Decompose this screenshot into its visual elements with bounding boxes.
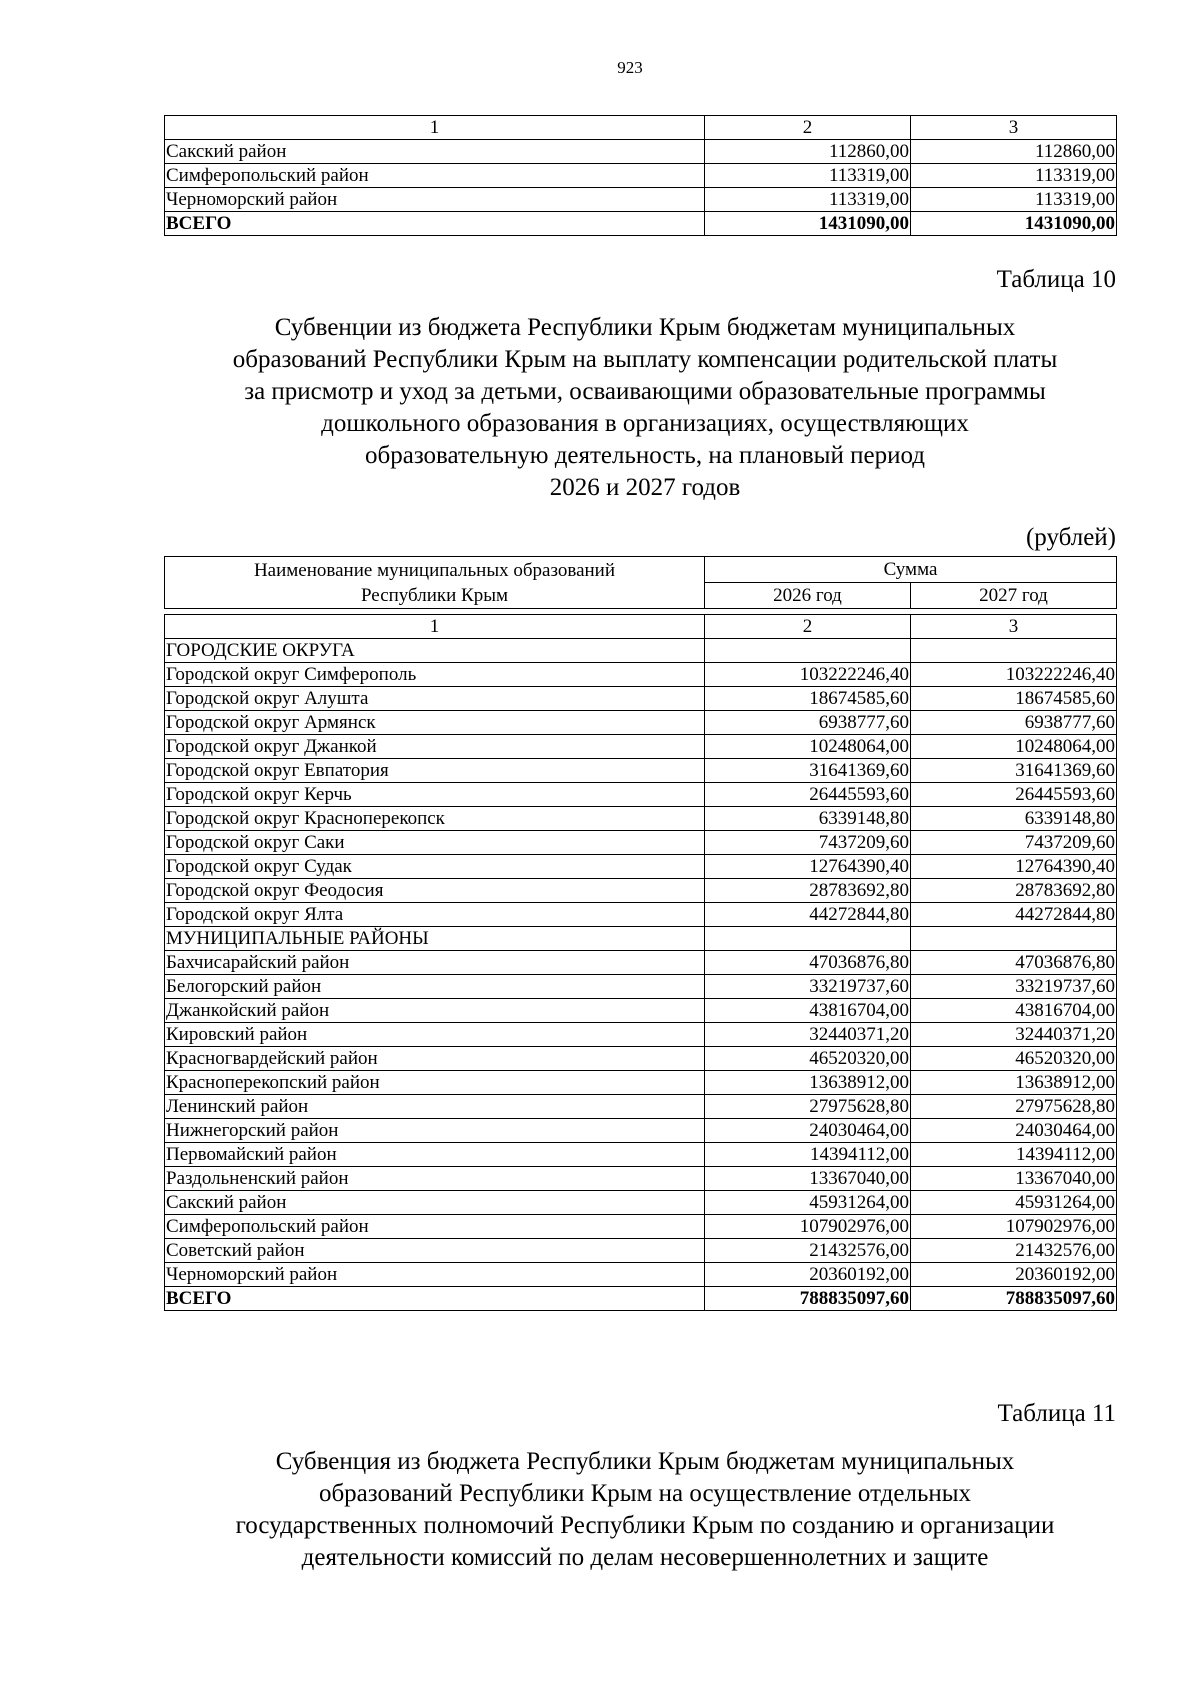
table-row: [165, 164, 1117, 188]
municipality-name: Городской округ Армянск: [165, 711, 705, 735]
total-label: ВСЕГО: [165, 212, 705, 236]
amount-2026: 12764390,40: [705, 855, 911, 879]
amount-2026: 21432576,00: [705, 1239, 911, 1263]
units-label: (рублей): [1025, 524, 1116, 551]
table-row: [165, 999, 1117, 1023]
title-line: за присмотр и уход за детьми, осваивающими образовательные программы: [244, 378, 1046, 405]
table-row: [165, 783, 1117, 807]
amount-2026: 31641369,60: [705, 759, 911, 783]
table-row: [165, 951, 1117, 975]
table-10: [164, 556, 1117, 1311]
amount-2027: 43816704,00: [911, 999, 1117, 1023]
amount-2027: 14394112,00: [911, 1143, 1117, 1167]
municipality-name: Городской округ Судак: [165, 855, 705, 879]
amount-2027: 10248064,00: [911, 735, 1117, 759]
municipality-name: Городской округ Евпатория: [165, 759, 705, 783]
table-row: [165, 855, 1117, 879]
total-2027: 1431090,00: [911, 212, 1117, 236]
empty-cell: [705, 639, 911, 663]
amount-2027: 45931264,00: [911, 1191, 1117, 1215]
table-row: [165, 1143, 1117, 1167]
table-row: [165, 1119, 1117, 1143]
amount-2027: 46520320,00: [911, 1047, 1117, 1071]
page-number: 923: [617, 58, 643, 77]
municipality-name: Нижнегорский район: [165, 1119, 705, 1143]
amount-2026: 26445593,60: [705, 783, 911, 807]
table-row: [165, 1263, 1117, 1287]
municipal-district-rows: [165, 951, 1117, 1287]
amount-2027: 47036876,80: [911, 951, 1117, 975]
column-number: 2: [705, 116, 911, 140]
table-row: [165, 1167, 1117, 1191]
title-line: образований Республики Крым на выплату компенсации родительской платы: [232, 346, 1058, 373]
column-number: 2: [705, 615, 911, 639]
municipality-name: Сакский район: [165, 140, 705, 164]
column-number-row: [165, 615, 1117, 639]
section-row: [165, 927, 1117, 951]
amount-2027: 18674585,60: [911, 687, 1117, 711]
title-line: образовательную деятельность, на плановый период: [365, 442, 925, 469]
amount-2026: 32440371,20: [705, 1023, 911, 1047]
amount-2027: 107902976,00: [911, 1215, 1117, 1239]
amount-2027: 33219737,60: [911, 975, 1117, 999]
amount-2026: 103222246,40: [705, 663, 911, 687]
column-number: 1: [165, 116, 705, 140]
sum-header: Сумма: [705, 557, 1117, 583]
table-row: [165, 1191, 1117, 1215]
column-number: 3: [911, 116, 1117, 140]
amount-2026: 45931264,00: [705, 1191, 911, 1215]
municipality-name: Красногвардейский район: [165, 1047, 705, 1071]
name-header: [165, 557, 705, 609]
amount-2027: 13367040,00: [911, 1167, 1117, 1191]
amount-2026: 14394112,00: [705, 1143, 911, 1167]
municipality-name: Черноморский район: [165, 188, 705, 212]
amount-2026: 33219737,60: [705, 975, 911, 999]
total-2027: 788835097,60: [911, 1287, 1117, 1311]
amount-2026: 43816704,00: [705, 999, 911, 1023]
city-district-rows: [165, 663, 1117, 927]
municipality-name: Кировский район: [165, 1023, 705, 1047]
municipality-name: Черноморский район: [165, 1263, 705, 1287]
table-row: [165, 1215, 1117, 1239]
municipality-name: Ленинский район: [165, 1095, 705, 1119]
municipality-name: Раздольненский район: [165, 1167, 705, 1191]
amount-2027: 31641369,60: [911, 759, 1117, 783]
amount-2027: 6339148,80: [911, 807, 1117, 831]
municipality-name: Джанкойский район: [165, 999, 705, 1023]
amount-2026: 28783692,80: [705, 879, 911, 903]
amount-2026: 46520320,00: [705, 1047, 911, 1071]
amount-2026: 20360192,00: [705, 1263, 911, 1287]
amount-2027: 7437209,60: [911, 831, 1117, 855]
amount-2026: 112860,00: [705, 140, 911, 164]
amount-2026: 113319,00: [705, 188, 911, 212]
municipality-name: Белогорский район: [165, 975, 705, 999]
title-line: дошкольного образования в организациях, осуществляющих: [321, 410, 969, 437]
amount-2027: 12764390,40: [911, 855, 1117, 879]
municipality-name: Городской округ Симферополь: [165, 663, 705, 687]
municipality-name: Городской округ Саки: [165, 831, 705, 855]
amount-2026: 13367040,00: [705, 1167, 911, 1191]
table-row: [165, 1023, 1117, 1047]
table-row: [165, 663, 1117, 687]
amount-2027: 27975628,80: [911, 1095, 1117, 1119]
amount-2027: 20360192,00: [911, 1263, 1117, 1287]
total-row: [165, 1287, 1117, 1311]
municipality-name: Сакский район: [165, 1191, 705, 1215]
amount-2026: 6339148,80: [705, 807, 911, 831]
amount-2026: 113319,00: [705, 164, 911, 188]
table-row: [165, 1095, 1117, 1119]
amount-2027: 21432576,00: [911, 1239, 1117, 1263]
table-row: [165, 1071, 1117, 1095]
title-line: Субвенция из бюджета Республики Крым бюджетам муниципальных: [275, 1448, 1015, 1475]
amount-2026: 13638912,00: [705, 1071, 911, 1095]
year-2026-header: 2026 год: [705, 583, 911, 609]
table-row: [165, 975, 1117, 999]
section-title: МУНИЦИПАЛЬНЫЕ РАЙОНЫ: [165, 927, 705, 951]
title-line: государственных полномочий Республики Крым по созданию и организации: [235, 1512, 1055, 1539]
municipality-name: Городской округ Алушта: [165, 687, 705, 711]
municipality-name: Бахчисарайский район: [165, 951, 705, 975]
column-number: 1: [165, 615, 705, 639]
empty-cell: [911, 927, 1117, 951]
table-row: [165, 188, 1117, 212]
amount-2027: 28783692,80: [911, 879, 1117, 903]
municipality-name: Симферопольский район: [165, 164, 705, 188]
amount-2026: 7437209,60: [705, 831, 911, 855]
amount-2026: 18674585,60: [705, 687, 911, 711]
amount-2026: 6938777,60: [705, 711, 911, 735]
amount-2027: 113319,00: [911, 188, 1117, 212]
amount-2026: 10248064,00: [705, 735, 911, 759]
amount-2027: 44272844,80: [911, 903, 1117, 927]
amount-2027: 103222246,40: [911, 663, 1117, 687]
amount-2027: 112860,00: [911, 140, 1117, 164]
municipality-name: Симферопольский район: [165, 1215, 705, 1239]
table-10-title: [150, 312, 1140, 504]
empty-cell: [705, 927, 911, 951]
column-number-row: [165, 116, 1117, 140]
amount-2027: 13638912,00: [911, 1071, 1117, 1095]
table-row: [165, 879, 1117, 903]
year-2027-header: 2027 год: [911, 583, 1117, 609]
amount-2026: 24030464,00: [705, 1119, 911, 1143]
header-row: [165, 557, 1117, 583]
table-11-label: Таблица 11: [997, 1400, 1116, 1427]
municipality-name: Городской округ Ялта: [165, 903, 705, 927]
table-row: [165, 711, 1117, 735]
table-row: [165, 807, 1117, 831]
column-number: 3: [911, 615, 1117, 639]
table-11-title: [150, 1446, 1140, 1574]
name-header-line: Республики Крым: [360, 584, 509, 606]
table-row: [165, 903, 1117, 927]
title-line: образований Республики Крым на осуществление отдельных: [318, 1480, 972, 1507]
name-header-line: Наименование муниципальных образований: [253, 559, 616, 581]
table-row: [165, 831, 1117, 855]
amount-2027: 113319,00: [911, 164, 1117, 188]
table-row: [165, 1239, 1117, 1263]
table-10-label: Таблица 10: [996, 266, 1116, 293]
title-line: деятельности комиссий по делам несовершеннолетних и защите: [301, 1544, 989, 1571]
municipality-name: Первомайский район: [165, 1143, 705, 1167]
total-label: ВСЕГО: [165, 1287, 705, 1311]
section-title: ГОРОДСКИЕ ОКРУГА: [165, 639, 705, 663]
amount-2027: 6938777,60: [911, 711, 1117, 735]
table-row: [165, 1047, 1117, 1071]
amount-2027: 32440371,20: [911, 1023, 1117, 1047]
amount-2026: 47036876,80: [705, 951, 911, 975]
municipality-name: Городской округ Джанкой: [165, 735, 705, 759]
total-row: [165, 212, 1117, 236]
municipality-name: Городской округ Красноперекопск: [165, 807, 705, 831]
title-line: 2026 и 2027 годов: [549, 474, 741, 501]
municipality-name: Советский район: [165, 1239, 705, 1263]
title-line: Субвенции из бюджета Республики Крым бюджетам муниципальных: [274, 314, 1016, 341]
amount-2026: 107902976,00: [705, 1215, 911, 1239]
table-row: [165, 687, 1117, 711]
table-row: [165, 759, 1117, 783]
total-2026: 788835097,60: [705, 1287, 911, 1311]
table-row: [165, 140, 1117, 164]
empty-cell: [911, 639, 1117, 663]
amount-2027: 26445593,60: [911, 783, 1117, 807]
municipality-name: Городской округ Феодосия: [165, 879, 705, 903]
amount-2026: 44272844,80: [705, 903, 911, 927]
municipality-name: Красноперекопский район: [165, 1071, 705, 1095]
amount-2026: 27975628,80: [705, 1095, 911, 1119]
amount-2027: 24030464,00: [911, 1119, 1117, 1143]
section-row: [165, 639, 1117, 663]
continued-table: [164, 115, 1117, 236]
municipality-name: Городской округ Керчь: [165, 783, 705, 807]
table-row: [165, 735, 1117, 759]
total-2026: 1431090,00: [705, 212, 911, 236]
